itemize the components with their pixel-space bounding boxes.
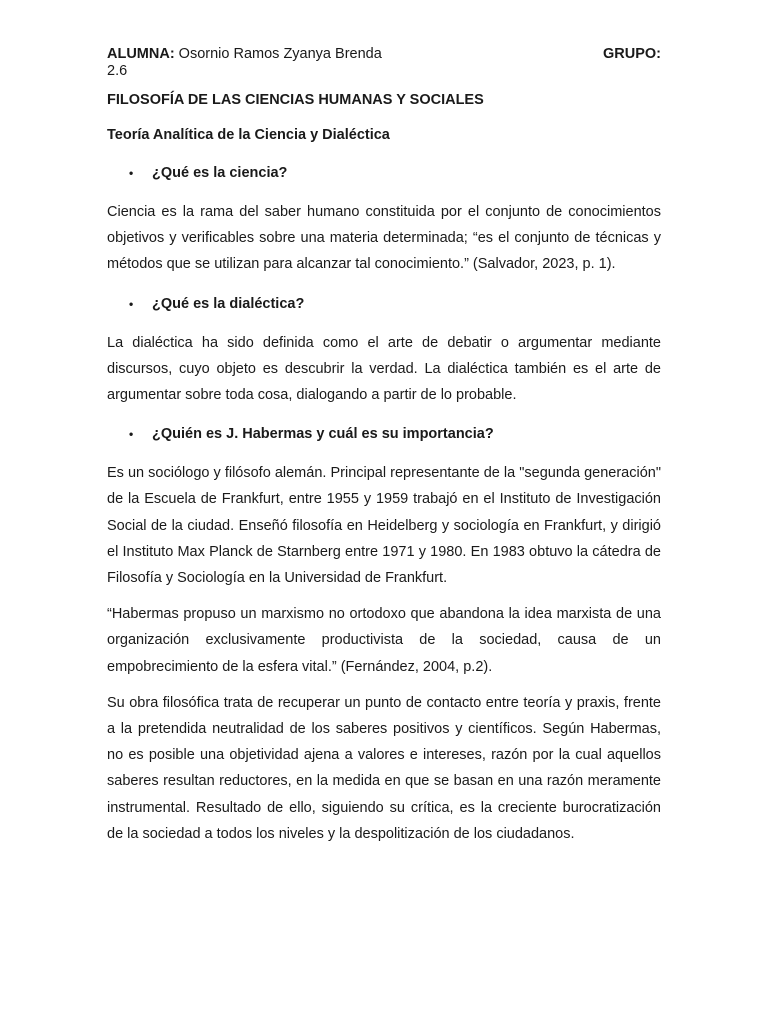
answer-paragraph: La dialéctica ha sido definida como el arte de debatir o argumentar mediante discursos, cuyo objeto es descubrir la verdad. La dialéctica también es el arte de argumentar sobre toda cosa, dialogando a partir de lo probable. [107,334,661,404]
student-name: Osornio Ramos Zyanya Brenda [174,46,382,62]
document-page [107,44,661,847]
bullet-icon: • [129,296,134,311]
bullet-icon: • [129,166,134,180]
group-label: GRUPO: [603,46,661,62]
header-line [107,44,661,65]
answer-paragraph: Ciencia es la rama del saber humano constituida por el conjunto de conocimientos objetivos y verificables sobre una materia determinada; “es el conjunto de técnicas y métodos que se utilizan para alcanzar tal conocimiento.” (Salvador, 2023, p. 1). [107,204,661,273]
quote-paragraph: “Habermas propuso un marxismo no ortodoxo que abandona la idea marxista de una organización exclusivamente productivista de la sociedad, causa de un empobrecimiento de la esfera vital.” (Fernández, 2004, p.2). [107,606,661,675]
bullet-icon: • [129,427,134,442]
document-subtitle: Teoría Analítica de la Ciencia y Dialéctica [107,127,390,143]
document-title: FILOSOFÍA DE LAS CIENCIAS HUMANAS Y SOCIALES [107,92,484,108]
student-label: ALUMNA: [107,46,175,62]
question-text: ¿Qué es la ciencia? [152,165,288,181]
question-heading [107,424,661,444]
question-heading [107,163,661,183]
question-heading [107,294,661,314]
answer-paragraph: Su obra filosófica trata de recuperar un punto de contacto entre teoría y praxis, frente a la pretendida neutralidad de los saberes positivos y científicos. Según Habermas, no es posible una objetividad ajena a valores e intereses, razón por la cual aquellos saberes resultan reductores, en la medida en que se basan en una razón meramente instrumental. Resultado de ello, siguiendo su crítica, es la creciente burocratización de la sociedad a todos los niveles y la despolitización de los ciudadanos. [107,694,661,842]
answer-paragraph: Es un sociólogo y filósofo alemán. Principal representante de la "segunda generación" de la Escuela de Frankfurt, entre 1955 y 1959 trabajó en el Instituto de Investigación Social de la ciudad. Enseñó filosofía en Heidelberg y sociología en Frankfurt, y dirigió el Instituto Max Planck de Starnberg entre 1971 y 1980. En 1983 obtuvo la cátedra de Filosofía y Sociología en la Universidad de Frankfurt. [107,465,661,587]
question-text: ¿Qué es la dialéctica? [152,295,305,312]
question-text: ¿Quién es J. Habermas y cuál es su importancia? [152,426,494,443]
group-value: 2.6 [107,63,128,79]
